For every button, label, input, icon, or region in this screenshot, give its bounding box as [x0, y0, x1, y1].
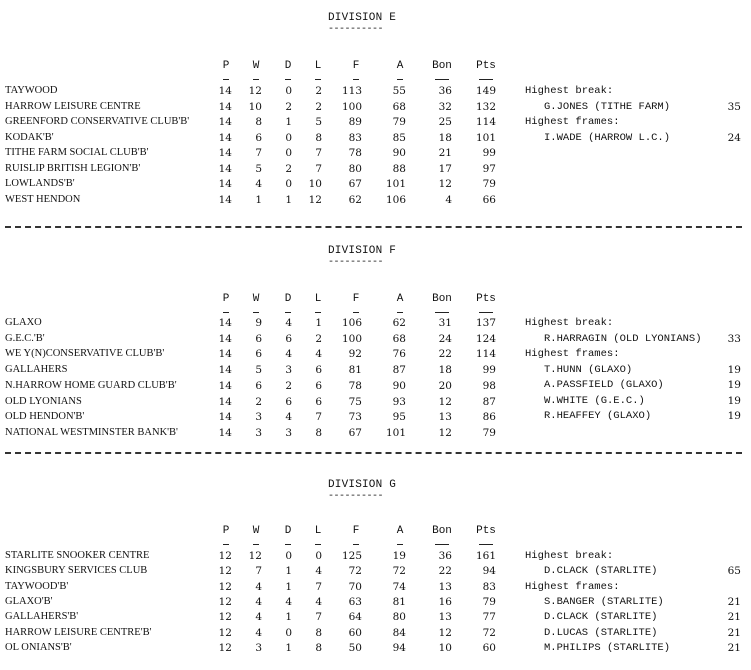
record-value: 19 [727, 363, 741, 376]
record-value: 21 [727, 626, 741, 639]
stat-cell: 8 [315, 426, 322, 439]
column-header: Pts [476, 525, 496, 537]
stat-cell: 4 [315, 595, 322, 608]
column-header: W [252, 525, 260, 537]
stat-cell: 137 [475, 317, 496, 329]
stat-cell: 1 [285, 116, 292, 128]
stat-cell: 16 [438, 595, 452, 608]
column-header: W [252, 293, 260, 305]
stat-cell: 68 [392, 100, 406, 113]
column-header: Bon [432, 293, 452, 305]
stat-cell: 63 [348, 595, 362, 608]
stat-cell: 78 [348, 147, 362, 159]
stat-cell: 2 [285, 379, 292, 392]
team-name: OLD LYONIANS [5, 395, 82, 407]
stat-cell: 90 [392, 379, 406, 392]
team-name: HARROW LEISURE CENTRE'B' [5, 626, 152, 638]
team-name: TITHE FARM SOCIAL CLUB'B' [5, 147, 149, 158]
stat-cell: 14 [218, 85, 232, 97]
header-underline-dash [223, 79, 229, 80]
header-underline-dash [315, 79, 321, 80]
team-name: N.HARROW HOME GUARD CLUB'B' [5, 379, 177, 391]
stat-cell: 0 [315, 550, 322, 562]
column-header: F [352, 525, 360, 537]
stat-cell: 5 [255, 162, 262, 175]
record-heading: Highest break: [525, 85, 614, 97]
header-underline-dash [353, 79, 359, 80]
stat-cell: 14 [218, 162, 232, 175]
stat-cell: 20 [438, 379, 452, 392]
stat-cell: 12 [308, 193, 322, 206]
record-holder: T.HUNN (GLAXO) [544, 363, 633, 376]
header-underline-dash [397, 312, 403, 313]
stat-cell: 1 [285, 193, 292, 206]
stat-cell: 14 [218, 411, 232, 424]
stat-cell: 8 [255, 116, 262, 128]
stat-cell: 81 [392, 595, 406, 608]
division-title: DIVISION F [328, 245, 397, 257]
stat-cell: 2 [315, 332, 322, 345]
stat-cell: 12 [218, 641, 232, 654]
team-name: G.E.C.'B' [5, 332, 45, 344]
team-name: NATIONAL WESTMINSTER BANK'B' [5, 426, 178, 438]
stat-cell: 14 [218, 426, 232, 439]
stat-cell: 55 [392, 85, 406, 97]
stat-cell: 83 [482, 580, 496, 593]
stat-cell: 10 [438, 641, 452, 654]
division-title: DIVISION G [328, 479, 397, 491]
stat-cell: 1 [255, 193, 262, 206]
stat-cell: 7 [315, 411, 322, 424]
stat-cell: 6 [285, 332, 292, 345]
stat-cell: 75 [348, 395, 362, 408]
stat-cell: 89 [348, 116, 362, 128]
record-holder: I.WADE (HARROW L.C.) [544, 131, 671, 144]
stat-cell: 83 [348, 131, 362, 144]
stat-cell: 86 [482, 411, 496, 424]
record-value: 35 [727, 100, 741, 113]
header-underline-dash [285, 312, 291, 313]
team-name: STARLITE SNOOKER CENTRE [5, 550, 150, 561]
record-holder: D.LUCAS (STARLITE) [544, 626, 658, 639]
stat-cell: 98 [482, 379, 496, 392]
record-value: 19 [727, 379, 741, 391]
stat-cell: 4 [285, 411, 292, 424]
stat-cell: 4 [315, 348, 322, 361]
stat-cell: 14 [218, 193, 232, 206]
column-header: L [314, 525, 322, 537]
stat-cell: 7 [315, 162, 322, 175]
stat-cell: 24 [438, 332, 452, 345]
record-holder: W.WHITE (G.E.C.) [544, 394, 645, 407]
record-value: 33 [727, 332, 741, 345]
record-value: 24 [727, 131, 741, 144]
column-header: Pts [476, 293, 496, 305]
record-value: 21 [727, 595, 741, 608]
column-header: A [396, 525, 404, 537]
stat-cell: 12 [438, 626, 452, 639]
record-holder: S.BANGER (STARLITE) [544, 595, 664, 608]
record-value: 21 [727, 611, 741, 624]
stat-cell: 125 [341, 550, 362, 562]
stat-cell: 0 [285, 131, 292, 144]
team-name: OL ONIANS'B' [5, 641, 72, 653]
stat-cell: 2 [315, 85, 322, 97]
stat-cell: 12 [248, 85, 262, 97]
header-underline-dash [479, 312, 493, 313]
column-header: P [222, 60, 230, 72]
stat-cell: 14 [218, 178, 232, 190]
stat-cell: 32 [438, 100, 452, 113]
stat-cell: 132 [475, 100, 496, 113]
stat-cell: 12 [438, 426, 452, 439]
stat-cell: 19 [392, 550, 406, 562]
stat-cell: 77 [482, 611, 496, 624]
header-underline-dash [223, 544, 229, 545]
stat-cell: 79 [482, 595, 496, 608]
record-heading: Highest break: [525, 550, 614, 562]
stat-cell: 10 [308, 178, 322, 190]
stat-cell: 4 [285, 595, 292, 608]
stat-cell: 22 [438, 565, 452, 578]
stat-cell: 84 [392, 626, 406, 639]
stat-cell: 9 [255, 317, 262, 329]
header-underline-dash [253, 312, 259, 313]
stat-cell: 88 [392, 162, 406, 175]
team-name: KINGSBURY SERVICES CLUB [5, 565, 148, 577]
record-heading: Highest frames: [525, 116, 620, 128]
stat-cell: 12 [438, 178, 452, 190]
stat-cell: 6 [255, 348, 262, 361]
stat-cell: 149 [475, 85, 496, 97]
stat-cell: 14 [218, 131, 232, 144]
section-separator [5, 226, 742, 228]
header-underline-dash [353, 544, 359, 545]
stat-cell: 13 [438, 611, 452, 624]
division-title-underline: ---------- [328, 257, 384, 268]
stat-cell: 99 [482, 364, 496, 377]
stat-cell: 6 [315, 364, 322, 377]
stat-cell: 1 [285, 611, 292, 624]
team-name: GLAXO'B' [5, 595, 53, 607]
column-header: F [352, 293, 360, 305]
stat-cell: 12 [218, 580, 232, 593]
stat-cell: 17 [438, 162, 452, 175]
stat-cell: 87 [392, 364, 406, 377]
stat-cell: 2 [315, 100, 322, 113]
team-name: LOWLANDS'B' [5, 178, 75, 189]
stat-cell: 90 [392, 147, 406, 159]
header-underline-dash [435, 79, 449, 80]
stat-cell: 62 [348, 193, 362, 206]
stat-cell: 14 [218, 332, 232, 345]
stat-cell: 3 [255, 411, 262, 424]
stat-cell: 21 [438, 147, 452, 159]
stat-cell: 68 [392, 332, 406, 345]
stat-cell: 8 [315, 131, 322, 144]
stat-cell: 4 [445, 193, 452, 206]
stat-cell: 2 [255, 395, 262, 408]
stat-cell: 7 [255, 147, 262, 159]
stat-cell: 8 [315, 626, 322, 639]
stat-cell: 72 [482, 626, 496, 639]
stat-cell: 99 [482, 147, 496, 159]
record-heading: Highest frames: [525, 348, 620, 360]
stat-cell: 36 [438, 550, 452, 562]
stat-cell: 10 [248, 100, 262, 113]
stat-cell: 6 [285, 395, 292, 408]
stat-cell: 0 [285, 550, 292, 562]
stat-cell: 1 [315, 317, 322, 329]
column-header: Pts [476, 60, 496, 72]
column-header: D [284, 525, 292, 537]
stat-cell: 31 [438, 317, 452, 329]
stat-cell: 101 [385, 426, 406, 439]
team-name: TAYWOOD'B' [5, 580, 69, 592]
stat-cell: 13 [438, 411, 452, 424]
stat-cell: 6 [255, 332, 262, 345]
header-underline-dash [253, 544, 259, 545]
header-underline-dash [435, 312, 449, 313]
team-name: GREENFORD CONSERVATIVE CLUB'B' [5, 116, 190, 127]
stat-cell: 2 [285, 162, 292, 175]
stat-cell: 14 [218, 364, 232, 377]
stat-cell: 1 [285, 580, 292, 593]
column-header: Bon [432, 60, 452, 72]
stat-cell: 79 [392, 116, 406, 128]
header-underline-dash [253, 79, 259, 80]
column-header: D [284, 293, 292, 305]
stat-cell: 80 [348, 162, 362, 175]
stat-cell: 76 [392, 348, 406, 361]
stat-cell: 114 [475, 116, 496, 128]
stat-cell: 25 [438, 116, 452, 128]
stat-cell: 161 [475, 550, 496, 562]
stat-cell: 74 [392, 580, 406, 593]
stat-cell: 6 [255, 131, 262, 144]
stat-cell: 124 [475, 332, 496, 345]
stat-cell: 14 [218, 116, 232, 128]
record-holder: D.CLACK (STARLITE) [544, 611, 658, 624]
stat-cell: 60 [348, 626, 362, 639]
stat-cell: 4 [255, 580, 262, 593]
section-separator [5, 452, 742, 454]
stat-cell: 106 [341, 317, 362, 329]
stat-cell: 79 [482, 426, 496, 439]
stat-cell: 1 [285, 641, 292, 654]
record-holder: R.HEAFFEY (GLAXO) [544, 410, 652, 422]
team-name: WEST HENDON [5, 193, 81, 205]
stat-cell: 12 [218, 565, 232, 578]
stat-cell: 0 [285, 626, 292, 639]
column-header: F [352, 60, 360, 72]
stat-cell: 106 [385, 193, 406, 206]
record-holder: M.PHILIPS (STARLITE) [544, 641, 671, 654]
stat-cell: 114 [475, 348, 496, 361]
team-name: GLAXO [5, 317, 42, 328]
header-underline-dash [397, 79, 403, 80]
header-underline-dash [353, 312, 359, 313]
stat-cell: 94 [482, 565, 496, 578]
stat-cell: 97 [482, 162, 496, 175]
stat-cell: 113 [341, 85, 362, 97]
column-header: L [314, 293, 322, 305]
stat-cell: 50 [348, 641, 362, 654]
stat-cell: 4 [255, 595, 262, 608]
record-value: 21 [727, 641, 741, 654]
stat-cell: 13 [438, 580, 452, 593]
stat-cell: 4 [315, 565, 322, 578]
stat-cell: 72 [392, 565, 406, 578]
stat-cell: 4 [285, 317, 292, 329]
team-name: OLD HENDON'B' [5, 411, 85, 423]
team-name: GALLAHERS'B' [5, 611, 79, 623]
stat-cell: 79 [482, 178, 496, 190]
record-value: 65 [727, 565, 741, 578]
stat-cell: 7 [315, 611, 322, 624]
header-underline-dash [315, 544, 321, 545]
stat-cell: 2 [285, 100, 292, 113]
column-header: P [222, 525, 230, 537]
stat-cell: 0 [285, 147, 292, 159]
header-underline-dash [479, 544, 493, 545]
stat-cell: 6 [315, 395, 322, 408]
stat-cell: 87 [482, 395, 496, 408]
stat-cell: 0 [285, 85, 292, 97]
stat-cell: 72 [348, 565, 362, 578]
stat-cell: 18 [438, 364, 452, 377]
record-heading: Highest frames: [525, 580, 620, 593]
stat-cell: 94 [392, 641, 406, 654]
stat-cell: 95 [392, 411, 406, 424]
record-holder: D.CLACK (STARLITE) [544, 565, 658, 578]
header-underline-dash [435, 544, 449, 545]
column-header: A [396, 293, 404, 305]
column-header: D [284, 60, 292, 72]
team-name: WE Y(N)CONSERVATIVE CLUB'B' [5, 348, 165, 360]
header-underline-dash [285, 79, 291, 80]
record-holder: R.HARRAGIN (OLD LYONIANS) [544, 332, 702, 345]
stat-cell: 4 [285, 348, 292, 361]
division-title-underline: ---------- [328, 491, 384, 502]
stat-cell: 14 [218, 100, 232, 113]
column-header: A [396, 60, 404, 72]
stat-cell: 80 [392, 611, 406, 624]
stat-cell: 36 [438, 85, 452, 97]
stat-cell: 0 [285, 178, 292, 190]
stat-cell: 7 [315, 580, 322, 593]
header-underline-dash [285, 544, 291, 545]
record-value: 19 [727, 410, 741, 422]
stat-cell: 73 [348, 411, 362, 424]
division-title: DIVISION E [328, 12, 397, 24]
team-name: HARROW LEISURE CENTRE [5, 100, 141, 112]
stat-cell: 7 [255, 565, 262, 578]
stat-cell: 14 [218, 379, 232, 392]
stat-cell: 1 [285, 565, 292, 578]
stat-cell: 60 [482, 641, 496, 654]
stat-cell: 14 [218, 317, 232, 329]
stat-cell: 92 [348, 348, 362, 361]
stat-cell: 5 [315, 116, 322, 128]
stat-cell: 5 [255, 364, 262, 377]
stat-cell: 12 [218, 595, 232, 608]
stat-cell: 67 [348, 426, 362, 439]
team-name: TAYWOOD [5, 85, 58, 96]
stat-cell: 85 [392, 131, 406, 144]
column-header: L [314, 60, 322, 72]
stat-cell: 22 [438, 348, 452, 361]
stat-cell: 3 [255, 426, 262, 439]
record-holder: A.PASSFIELD (GLAXO) [544, 379, 664, 391]
stat-cell: 78 [348, 379, 362, 392]
stat-cell: 100 [341, 100, 362, 113]
header-underline-dash [315, 312, 321, 313]
stat-cell: 4 [255, 611, 262, 624]
stat-cell: 12 [248, 550, 262, 562]
stat-cell: 14 [218, 348, 232, 361]
stat-cell: 6 [315, 379, 322, 392]
stat-cell: 64 [348, 611, 362, 624]
stat-cell: 101 [475, 131, 496, 144]
column-header: Bon [432, 525, 452, 537]
stat-cell: 4 [255, 626, 262, 639]
stat-cell: 3 [255, 641, 262, 654]
stat-cell: 3 [285, 426, 292, 439]
stat-cell: 14 [218, 147, 232, 159]
stat-cell: 81 [348, 364, 362, 377]
stat-cell: 14 [218, 395, 232, 408]
stat-cell: 6 [255, 379, 262, 392]
stat-cell: 12 [438, 395, 452, 408]
stat-cell: 18 [438, 131, 452, 144]
stat-cell: 3 [285, 364, 292, 377]
stat-cell: 12 [218, 550, 232, 562]
header-underline-dash [223, 312, 229, 313]
record-holder: G.JONES (TITHE FARM) [544, 100, 671, 113]
header-underline-dash [397, 544, 403, 545]
column-header: P [222, 293, 230, 305]
team-name: RUISLIP BRITISH LEGION'B' [5, 162, 141, 174]
team-name: KODAK'B' [5, 131, 54, 143]
stat-cell: 4 [255, 178, 262, 190]
stat-cell: 100 [341, 332, 362, 345]
stat-cell: 101 [385, 178, 406, 190]
stat-cell: 67 [348, 178, 362, 190]
header-underline-dash [479, 79, 493, 80]
record-heading: Highest break: [525, 317, 614, 329]
stat-cell: 8 [315, 641, 322, 654]
stat-cell: 12 [218, 626, 232, 639]
record-value: 19 [727, 394, 741, 407]
stat-cell: 93 [392, 395, 406, 408]
division-title-underline: ---------- [328, 24, 384, 35]
team-name: GALLAHERS [5, 364, 68, 376]
stat-cell: 66 [482, 193, 496, 206]
stat-cell: 70 [348, 580, 362, 593]
stat-cell: 62 [392, 317, 406, 329]
stat-cell: 12 [218, 611, 232, 624]
column-header: W [252, 60, 260, 72]
stat-cell: 7 [315, 147, 322, 159]
